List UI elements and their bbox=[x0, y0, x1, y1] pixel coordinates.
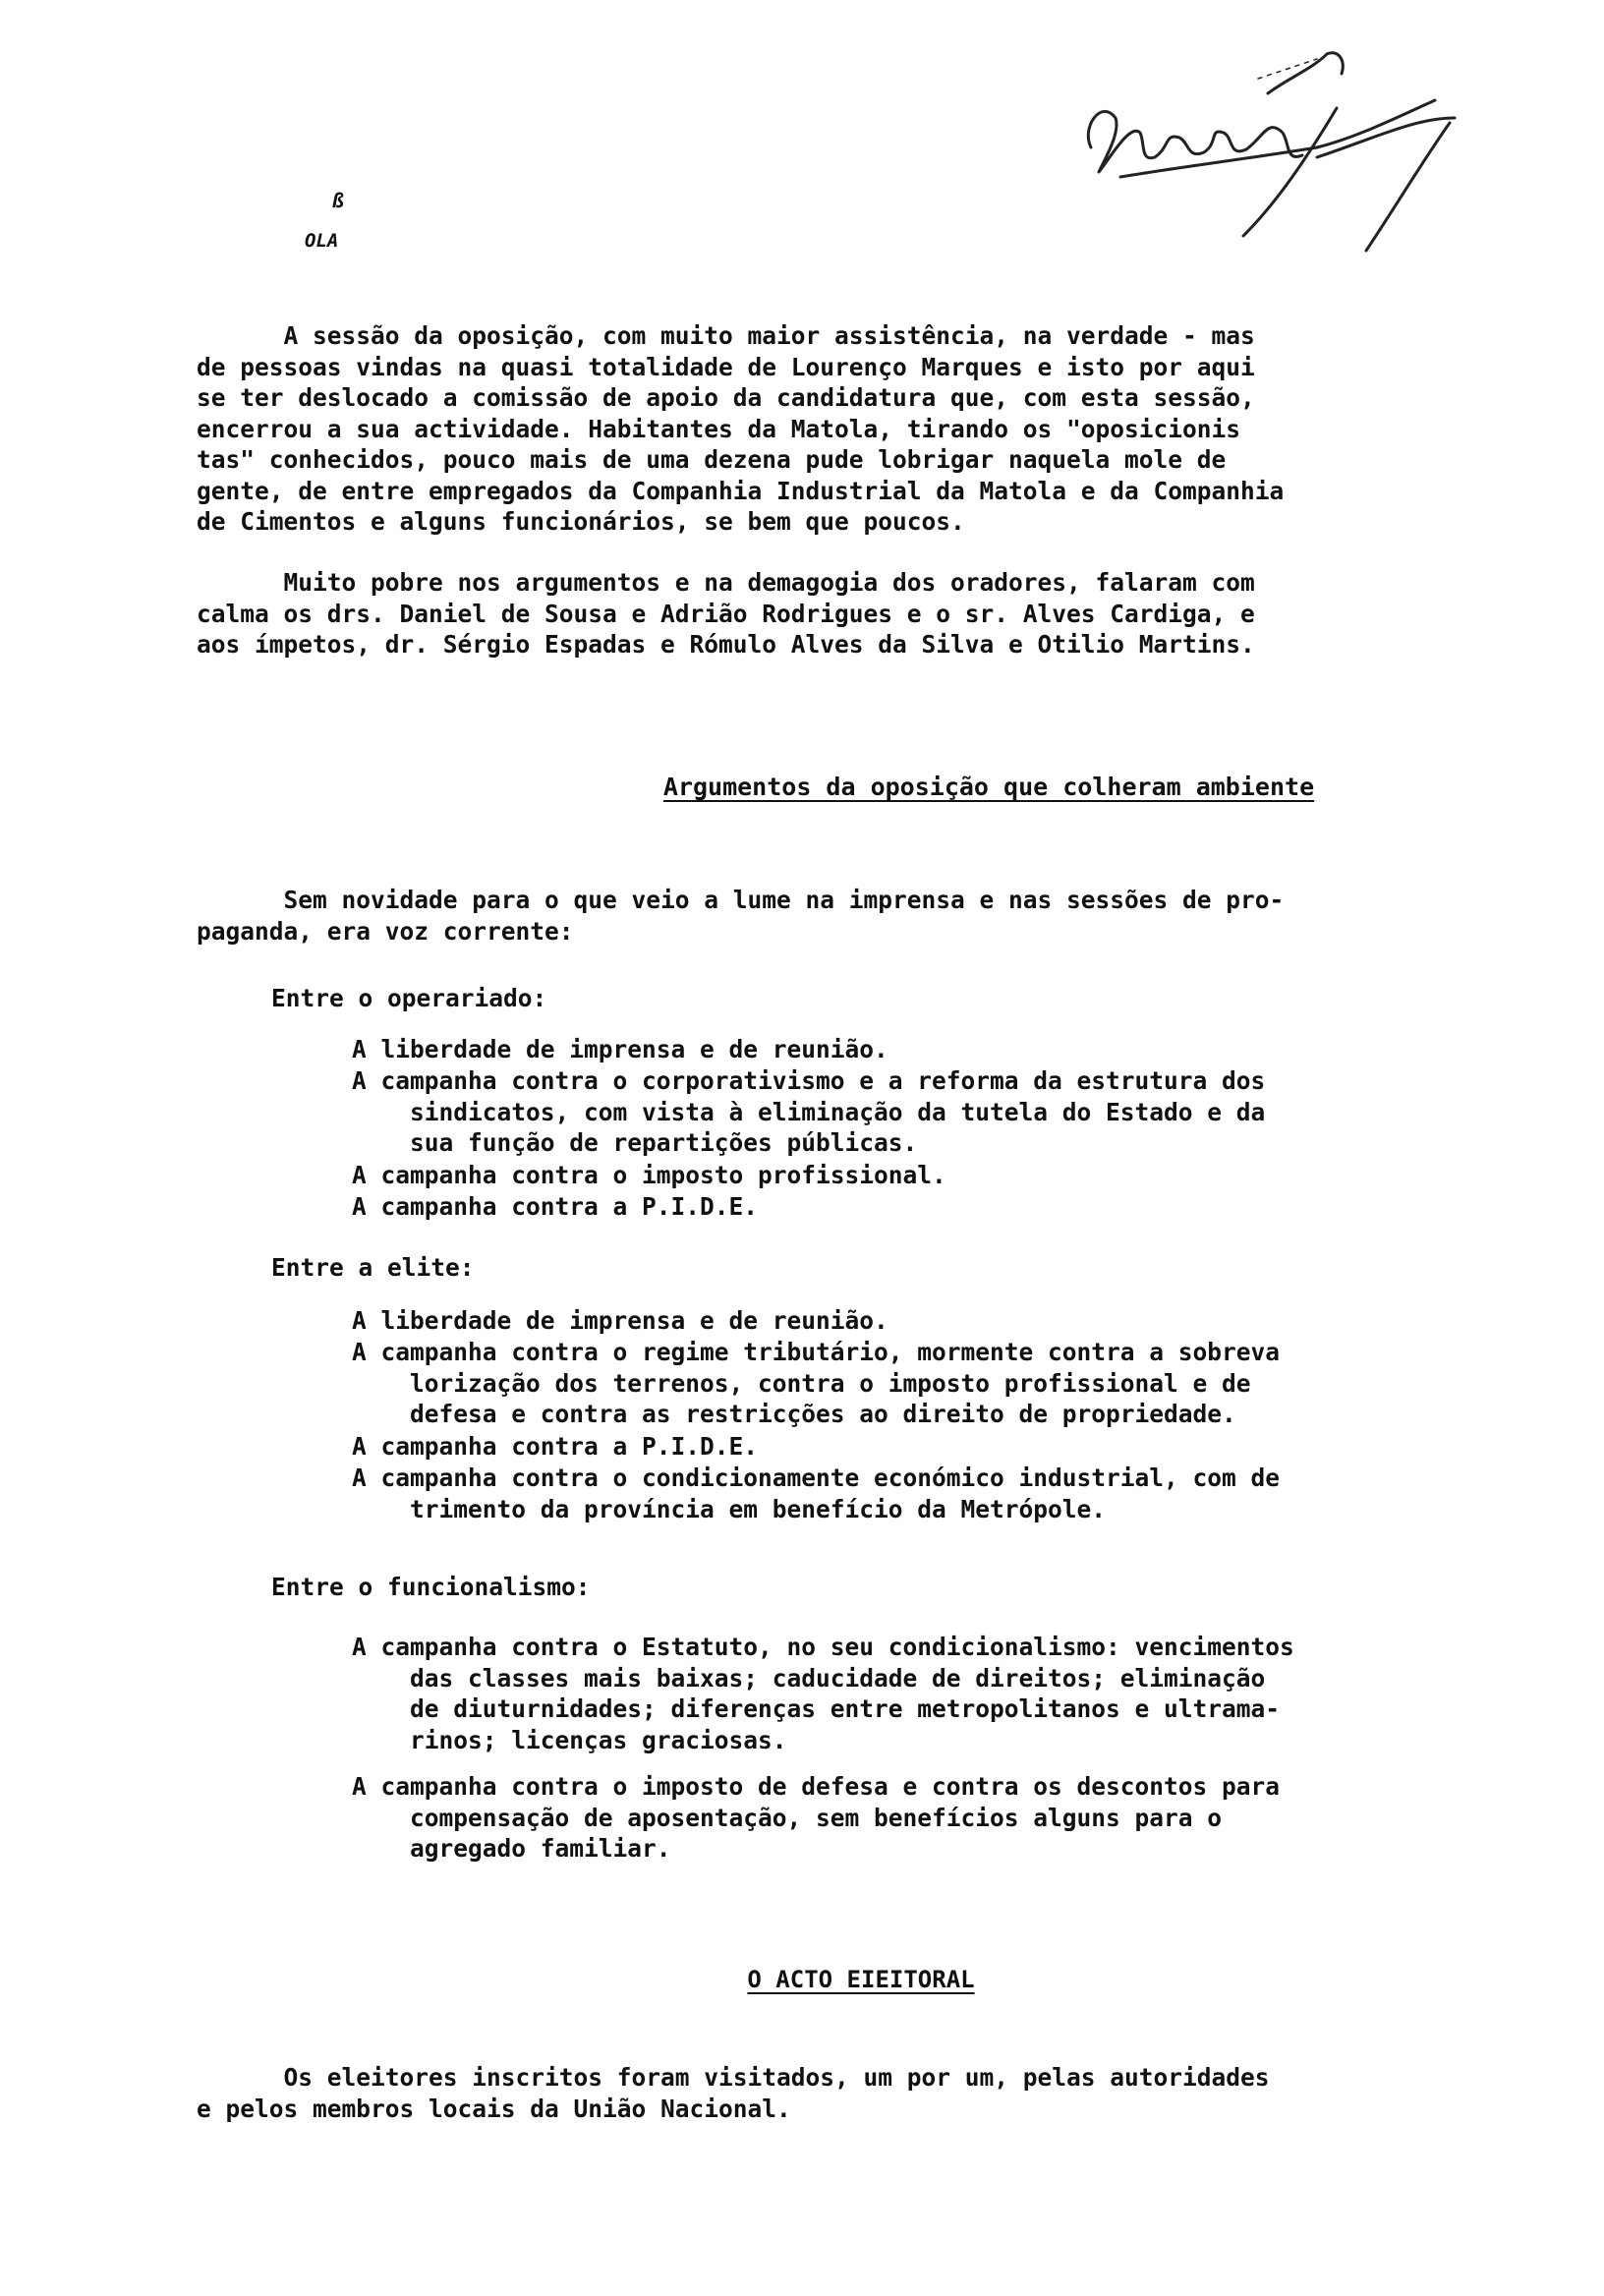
list-item: A campanha contra a P.I.D.E. bbox=[352, 1432, 759, 1461]
list-item: A liberdade de imprensa e de reunião. bbox=[352, 1306, 888, 1335]
list-item: A liberdade de imprensa e de reunião. bbox=[352, 1035, 888, 1063]
list-item: A campanha contra o regime tributário, mormente contra a sobreva lorização dos terrenos, contra o imposto profissional e de defesa e contra as restricções ao direito de propriedade. bbox=[352, 1338, 1281, 1428]
electoral-act-paragraph: Os eleitores inscritos foram visitados, um por um, pelas autoridades e pelos membros locais da União Nacional. bbox=[197, 2063, 1270, 2123]
list-item: A campanha contra o imposto profissional. bbox=[352, 1161, 946, 1189]
list-item: A campanha contra o condicionamente económico industrial, com de trimento da província em benefício da Metrópole. bbox=[352, 1464, 1281, 1523]
group-title-elite: Entre a elite: bbox=[271, 1253, 475, 1282]
margin-mark-initials: OLA bbox=[305, 230, 339, 252]
group-title-civil-service: Entre o funcionalismo: bbox=[271, 1573, 591, 1601]
section-heading-electoral-act: O ACTO EIEITORAL bbox=[747, 1966, 975, 1993]
intro-paragraph-2: Muito pobre nos argumentos e na demagogia dos oradores, falaram com calma os drs. Daniel de Sousa e Adrião Rodrigues e o sr. Alves Cardiga, e aos ímpetos, dr. Sérgio Espadas e Rómulo Alves da Silva e Otilio Martins. bbox=[197, 568, 1255, 659]
arguments-intro: Sem novidade para o que veio a lume na imprensa e nas sessões de pro- paganda, era voz corrente: bbox=[197, 886, 1285, 946]
list-item: A campanha contra o corporativismo e a reforma da estrutura dos sindicatos, com vista à eliminação da tutela do Estado e da sua função de repartições públicas. bbox=[352, 1066, 1266, 1157]
margin-mark-top: ß bbox=[332, 189, 345, 212]
section-heading-arguments: Argumentos da oposição que colheram ambiente bbox=[662, 773, 1315, 801]
handwritten-signature bbox=[1061, 39, 1474, 285]
group-title-workers: Entre o operariado: bbox=[271, 984, 547, 1012]
list-item: A campanha contra a P.I.D.E. bbox=[352, 1192, 759, 1221]
list-item: A campanha contra o Estatuto, no seu condicionalismo: vencimentos das classes mais baixas; caducidade de direitos; eliminação de diuturnidades; diferenças entre metropolitanos e ultrama- rinos; licenças graciosas. bbox=[352, 1633, 1294, 1754]
intro-paragraph-1: A sessão da oposição, com muito maior assistência, na verdade - mas de pessoas vindas na quasi totalidade de Lourenço Marques e isto por aqui se ter deslocado a comissão de apoio da candidatura que, com esta sessão, encerrou a sua actividade. Habitantes da Matola, tirando os "oposicionis tas" conhecidos, pouco mais de uma dezena pude lobrigar naquela mole de gente, de entre empregados da Companhia Industrial da Matola e da Companhia de Cimentos e alguns funcionários, se bem que poucos. bbox=[197, 321, 1285, 536]
list-item: A campanha contra o imposto de defesa e contra os descontos para compensação de aposentação, sem benefícios alguns para o agregado familiar. bbox=[352, 1772, 1281, 1863]
